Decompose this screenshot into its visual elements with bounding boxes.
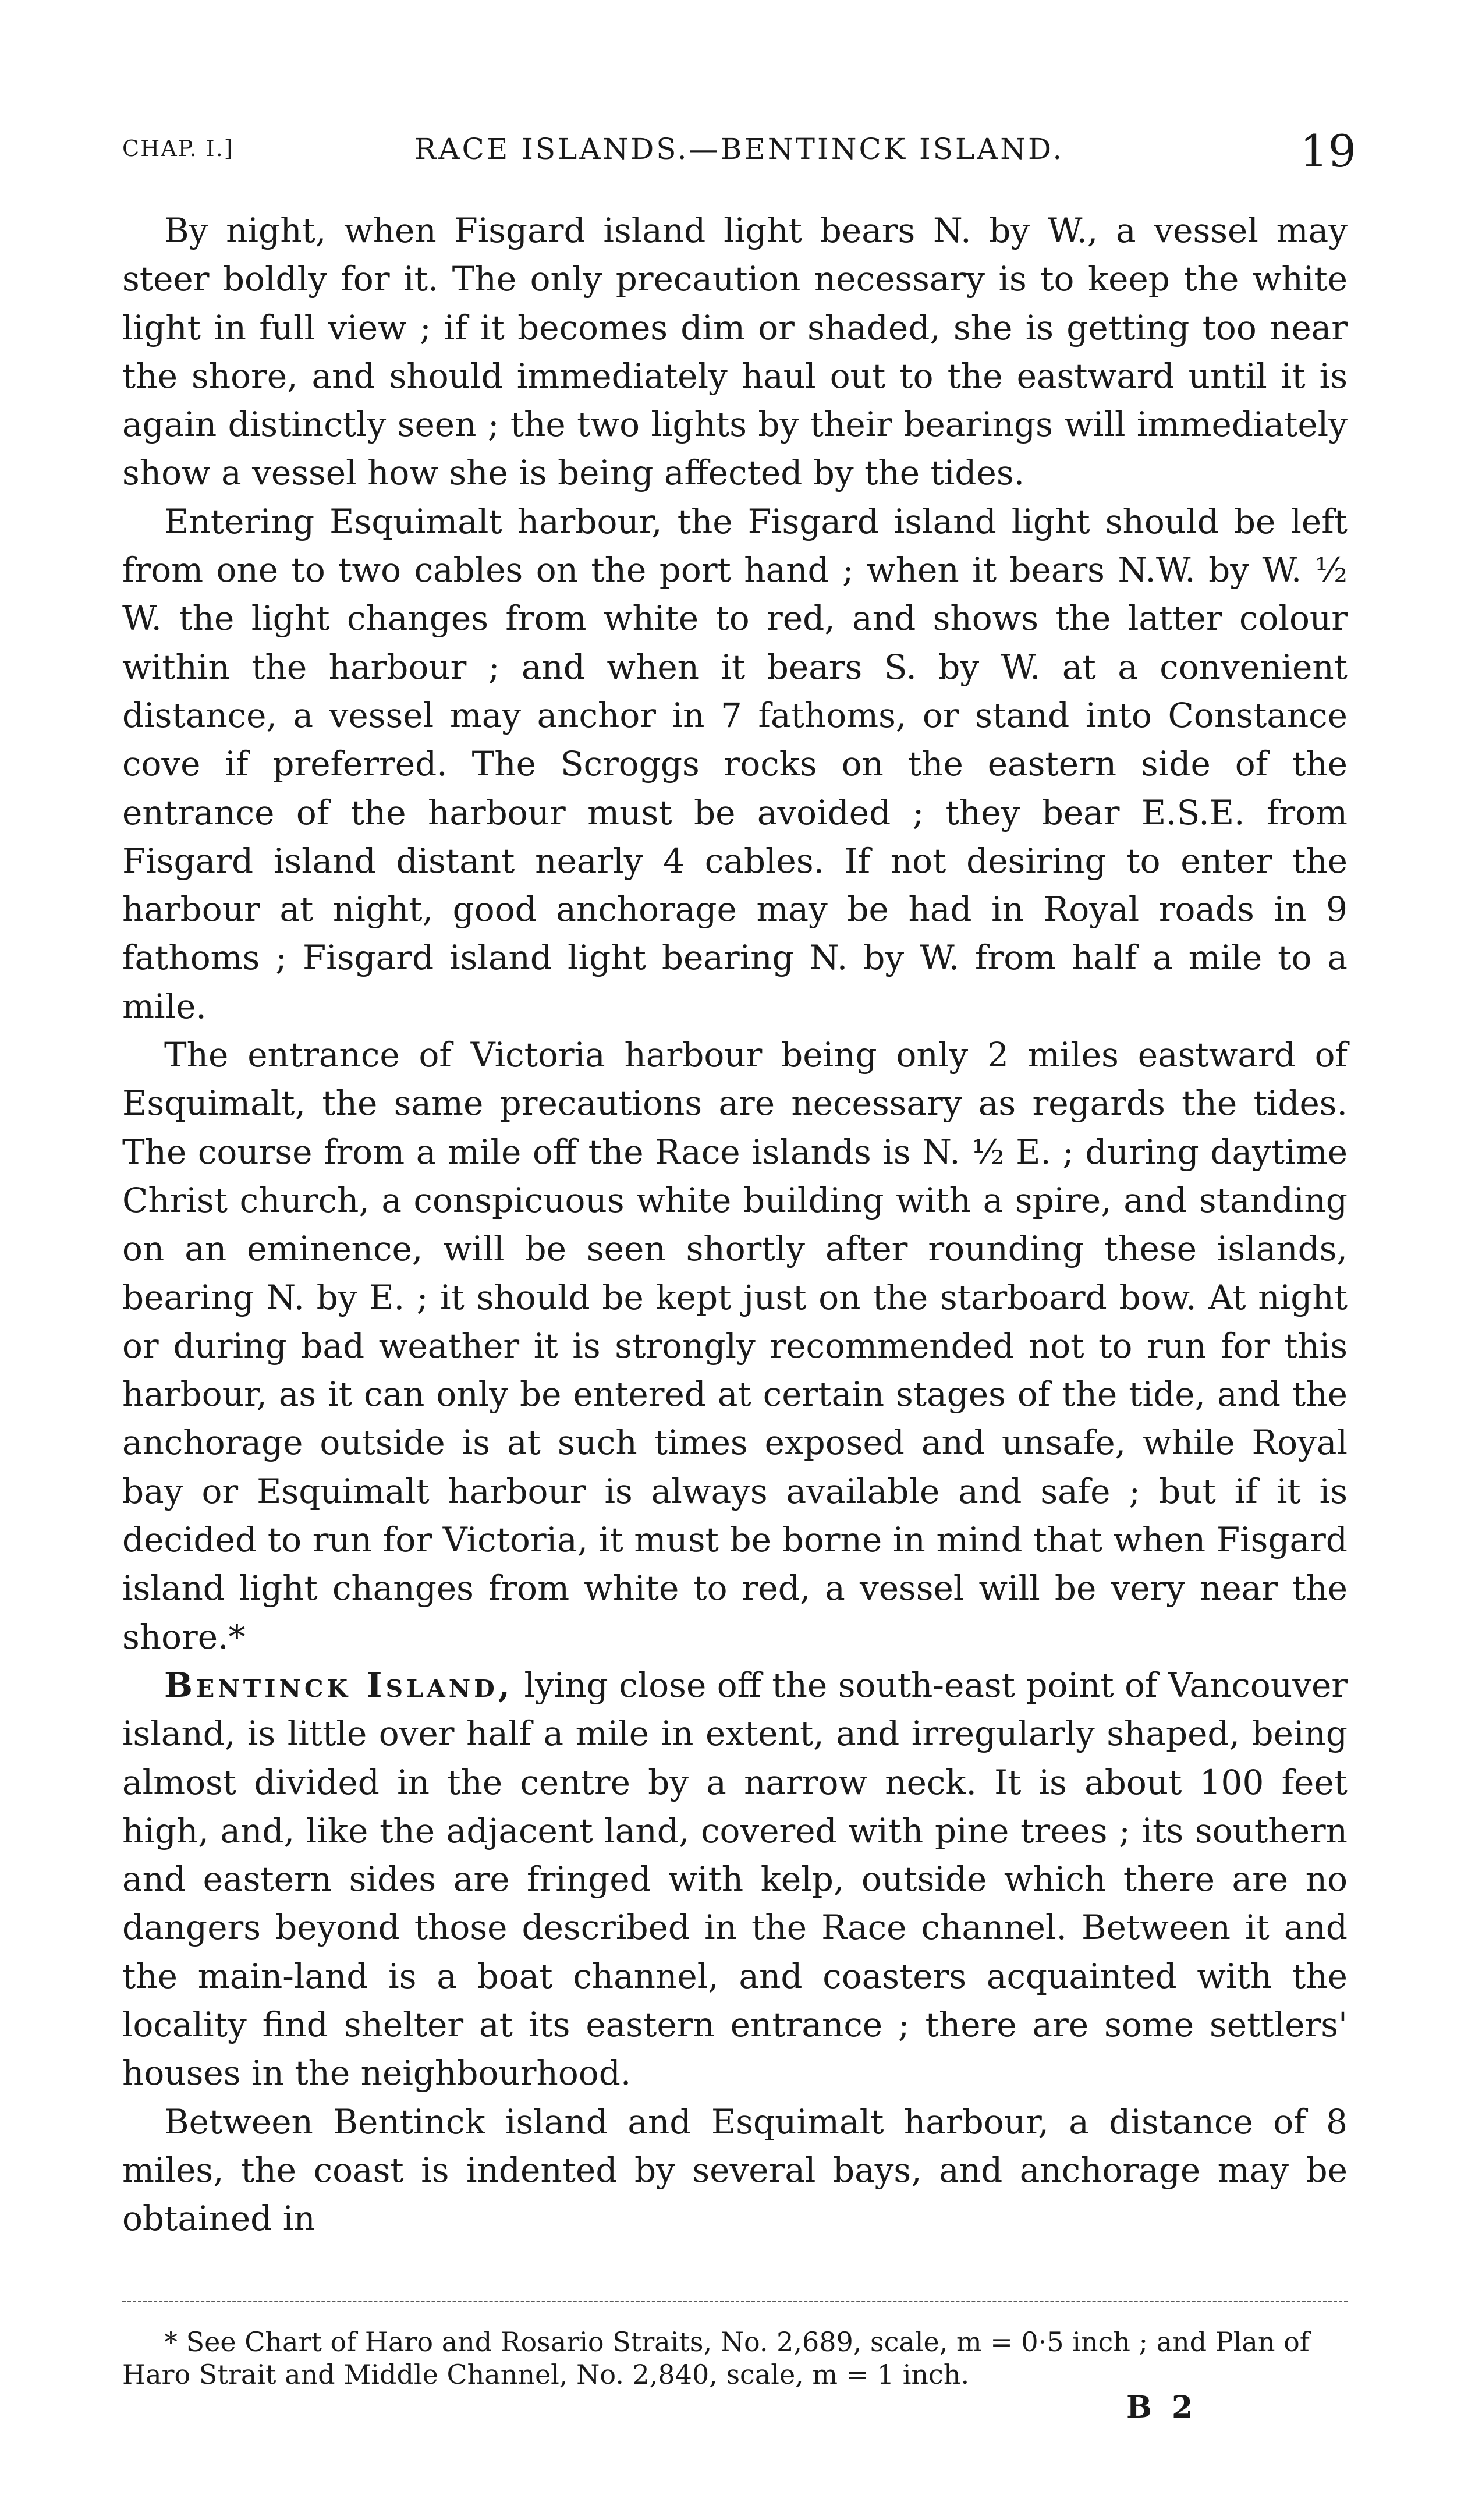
section-heading: Bentinck Island, bbox=[164, 1665, 513, 1705]
paragraph-text: Entering Esquimalt harbour, the Fisgard island light should be left from one to two cables on the port hand ; when it bears N.W. by W. bbox=[122, 501, 1348, 590]
chapter-label: CHAP. I.] bbox=[122, 136, 234, 161]
fraction: ½ bbox=[1314, 550, 1348, 590]
paragraph-text: lying close off the south-east point of Vancouver island, is little over half a mile in extent, and irregularly shaped, being almost divided in the centre by a narrow neck. It is about 100 feet high, and, like the adjacent land, covered with pine trees ; its southern and eastern sides are fringed with kelp, outside which there are no dangers beyond those described in the Race channel. Between it and the main-land is a boat channel, and coasters acquainted with the locality find shelter at its eastern entrance ; there are some settlers' houses in the neighbourhood. bbox=[122, 1665, 1348, 2093]
running-head bbox=[122, 125, 1356, 178]
paragraph-esquimalt-harbour bbox=[122, 498, 1348, 1031]
footnote: * See Chart of Haro and Rosario Straits, No. 2,689, scale, m = 0·5 inch ; and Plan of Haro Strait and Middle Channel, No. 2,840, scale, m = 1 inch. bbox=[122, 2326, 1310, 2390]
fraction: ½ bbox=[971, 1132, 1005, 1172]
paragraph-night-approach: By night, when Fisgard island light bears N. by W., a vessel may steer boldly for it. The only precaution necessary is to keep the white light in full view ; if it becomes dim or shaded, she is getting too near the shore, and should immediately haul out to the eastward until it is again distinctly seen ; the two lights by their bearings will immediately show a vessel how she is being affected by the tides. bbox=[122, 211, 1348, 493]
paragraph-text: The entrance of Victoria harbour being only 2 miles eastward of Esquimalt, the same precautions are necessary as regards the tides. The course from a mile off the Race islands is N. bbox=[122, 1035, 1348, 1172]
paragraph-text: W. the light changes from white to red, and shows the latter colour within the harbour ; and when it bears S. by W. at a convenient distance, a vessel may anchor in 7 fathoms, or stand into Constance cove if preferred. The Scroggs rocks on the eastern side of the entrance of the harbour must be avoided ; they bear E.S.E. from Fisgard island distant nearly 4 cables. If not desiring to enter the harbour at night, good anchorage may be had in Royal roads in 9 fathoms ; Fisgard island light bearing N. by W. from half a mile to a mile. bbox=[122, 598, 1348, 1026]
paragraph-text: E. ; during daytime Christ church, a conspicuous white building with a spire, and standing on an eminence, will be seen shortly after rounding these islands, bearing N. by E. ; it should be kept just on the starboard bow. At night or during bad weather it is strongly recommended not to run for this harbour, as it can only be entered at certain stages of the tide, and the anchorage outside is at such times exposed and unsafe, while Royal bay or Esquimalt harbour is always available and safe ; but if it is decided to run for Victoria, it must be borne in mind that when Fisgard island light changes from white to red, a vessel will be very near the shore.* bbox=[122, 1132, 1348, 1657]
paragraph-coast: Between Bentinck island and Esquimalt harbour, a distance of 8 miles, the coast is indented by several bays, and anchorage may be obtained in bbox=[122, 2101, 1348, 2239]
paragraph-victoria-harbour bbox=[122, 1031, 1348, 1661]
body-text bbox=[122, 207, 1348, 2243]
signature-mark: B 2 bbox=[1126, 2390, 1198, 2425]
page-title: RACE ISLANDS.—BENTINCK ISLAND. bbox=[414, 132, 1065, 166]
paragraph-bentinck-island bbox=[122, 1661, 1348, 2098]
footnote-rule bbox=[122, 2301, 1348, 2302]
page-number: 19 bbox=[1300, 125, 1356, 177]
